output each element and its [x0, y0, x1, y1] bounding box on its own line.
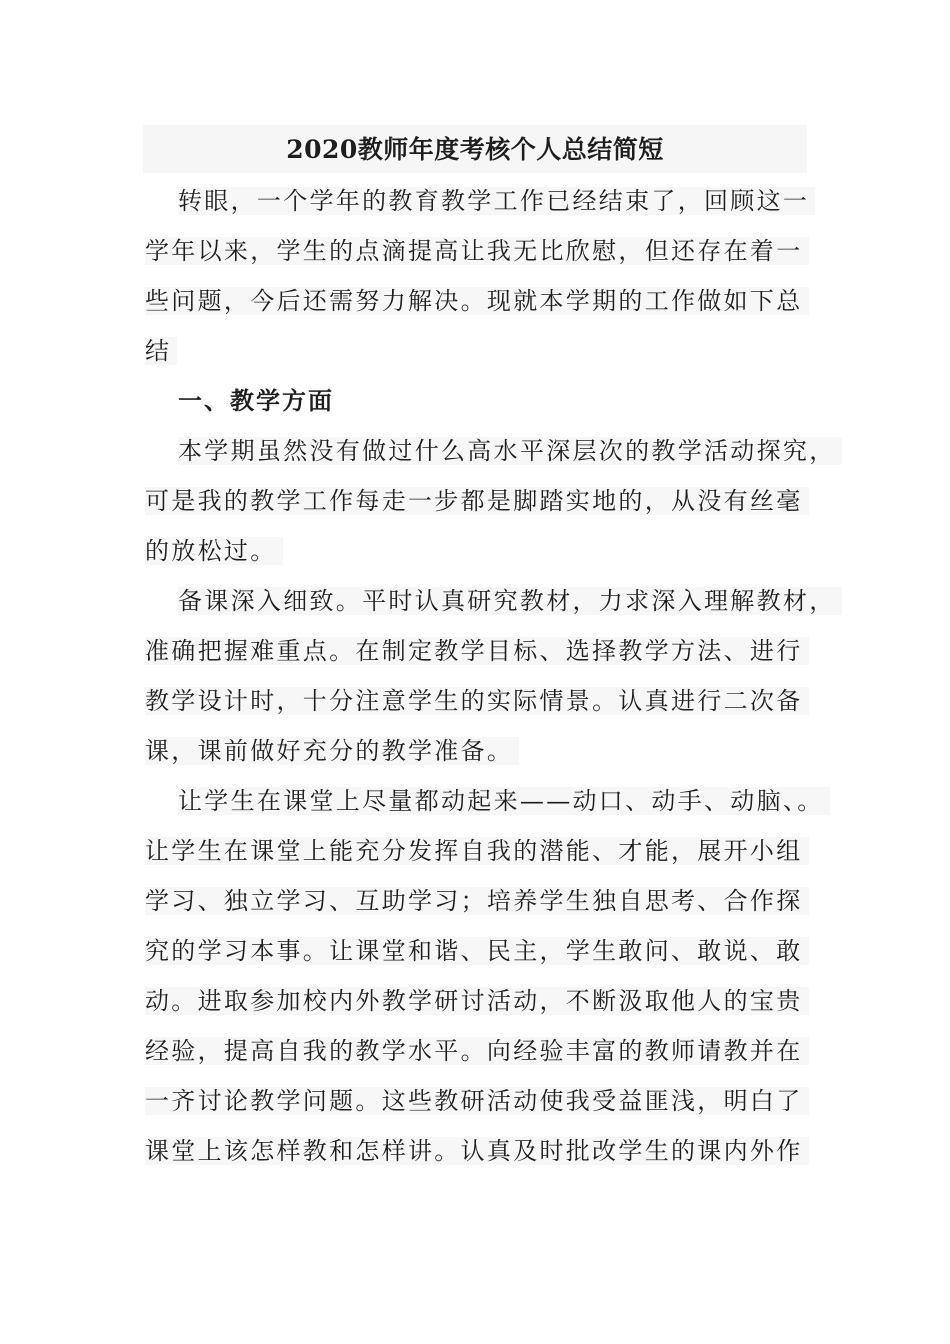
paragraph-line: 课，课前做好充分的教学准备。	[145, 732, 519, 770]
paragraph-line: 让学生在课堂上尽量都动起来——动口、动手、动脑、。	[178, 782, 830, 820]
paragraph-line: 经验，提高自我的教学水平。向经验丰富的教师请教并在	[145, 1032, 809, 1070]
paragraph-line: 结	[145, 332, 177, 370]
paragraph-line: 可是我的教学工作每走一步都是脚踏实地的，从没有丝毫	[145, 482, 809, 520]
document-title: 2020教师年度考核个人总结简短	[286, 135, 664, 164]
paragraph-line: 课堂上该怎样教和怎样讲。认真及时批改学生的课内外作	[145, 1132, 809, 1170]
paragraph-line: 备课深入细致。平时认真研究教材，力求深入理解教材，	[178, 582, 842, 620]
paragraph-line: 一齐讨论教学问题。这些教研活动使我受益匪浅，明白了	[145, 1082, 809, 1120]
paragraph-line: 本学期虽然没有做过什么高水平深层次的教学活动探究，	[178, 432, 842, 470]
section-heading: 一、教学方面	[178, 386, 334, 415]
paragraph-line: 学习、独立学习、互助学习；培养学生独自思考、合作探	[145, 882, 809, 920]
paragraph-line: 究的学习本事。让课堂和谐、民主，学生敢问、敢说、敢	[145, 932, 809, 970]
paragraph-line: 教学设计时，十分注意学生的实际情景。认真进行二次备	[145, 682, 809, 720]
paragraph-line: 学年以来，学生的点滴提高让我无比欣慰，但还存在着一	[145, 232, 809, 270]
paragraph-line: 转眼，一个学年的教育教学工作已经结束了，回顾这一	[178, 182, 815, 220]
paragraph-line: 些问题，今后还需努力解决。现就本学期的工作做如下总	[145, 282, 809, 320]
paragraph-line: 的放松过。	[145, 532, 283, 570]
paragraph-line: 让学生在课堂上能充分发挥自我的潜能、才能，展开小组	[145, 832, 809, 870]
paragraph-line: 动。进取参加校内外教学研讨活动，不断汲取他人的宝贵	[145, 982, 809, 1020]
paragraph-line: 准确把握难重点。在制定教学目标、选择教学方法、进行	[145, 632, 809, 670]
